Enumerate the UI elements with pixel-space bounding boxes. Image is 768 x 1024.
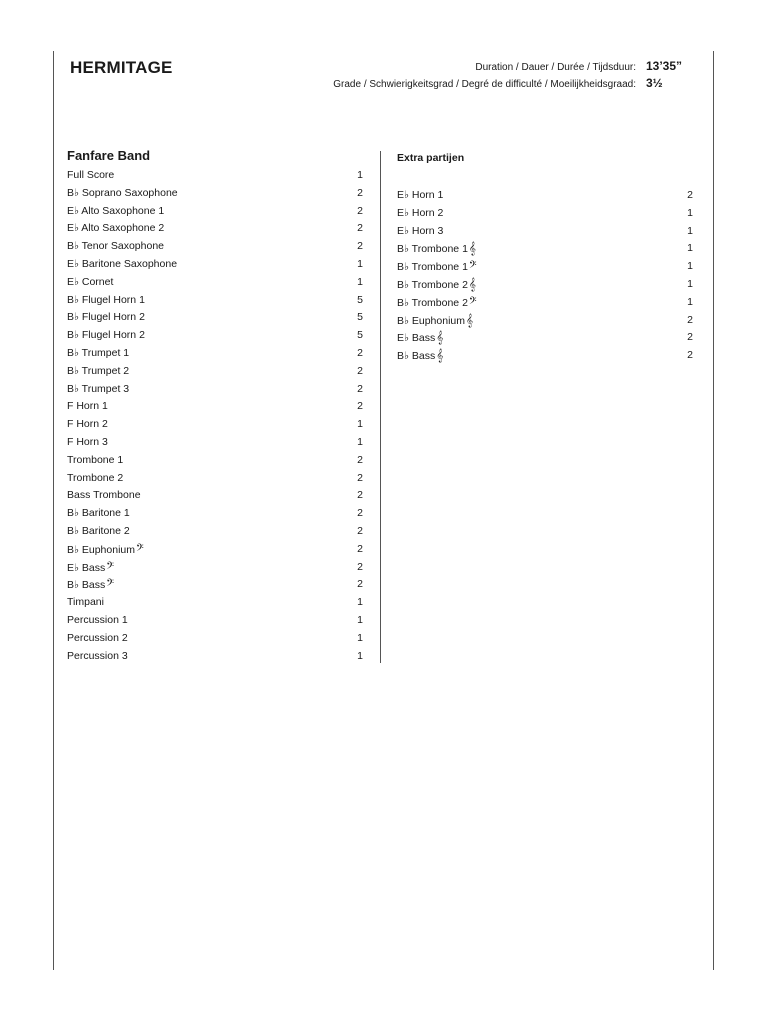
part-name-cell [67, 434, 108, 452]
fanfare-band-list [67, 147, 363, 665]
part-name: B♭ Trumpet 3 [67, 382, 130, 395]
part-row [67, 541, 363, 559]
part-name: F Horn 1 [67, 400, 108, 413]
fanfare-band-heading: Fanfare Band [67, 148, 151, 163]
part-name-cell [67, 559, 114, 577]
part-row [397, 347, 693, 365]
part-count: 1 [357, 275, 363, 288]
part-count: 5 [357, 293, 363, 306]
part-count: 2 [687, 349, 693, 362]
part-name-cell [67, 594, 104, 612]
part-count: 2 [357, 186, 363, 199]
part-row [67, 594, 363, 612]
part-count: 1 [357, 169, 363, 181]
duration-row [475, 59, 684, 73]
part-name: Timpani [67, 596, 104, 609]
page-title: HERMITAGE [70, 58, 173, 77]
part-count: 2 [357, 542, 363, 555]
part-name-cell [397, 276, 476, 294]
part-name: F Horn 3 [67, 435, 108, 448]
part-row [67, 363, 363, 381]
part-name: B♭ Trumpet 1 [67, 346, 130, 359]
part-count: 2 [357, 560, 363, 573]
part-name-cell [397, 329, 443, 347]
part-row [67, 203, 363, 221]
part-name: E♭ Horn 1 [397, 189, 444, 201]
part-name-cell [67, 256, 177, 274]
part-count: 2 [357, 578, 363, 591]
part-count: 1 [357, 418, 363, 431]
treble-clef-icon: 𝄞 [468, 241, 476, 256]
part-row [397, 312, 693, 330]
duration-value: 13’35” [646, 59, 683, 73]
part-name: B♭ Flugel Horn 1 [67, 293, 145, 306]
part-name: Percussion 3 [67, 649, 128, 662]
bass-clef-icon: 𝄢 [468, 294, 477, 309]
part-name: Full Score [67, 169, 115, 181]
part-count: 2 [687, 313, 693, 326]
grade-value: 3½ [646, 76, 663, 90]
extra-parts-list [397, 151, 693, 365]
part-count: 5 [357, 311, 363, 324]
part-row [67, 612, 363, 630]
part-name: B♭ Flugel Horn 2 [67, 329, 145, 342]
part-name-cell [67, 363, 129, 381]
part-name-cell [67, 220, 164, 238]
part-row [67, 309, 363, 327]
part-row [67, 292, 363, 310]
part-name-cell [67, 523, 130, 541]
part-name-cell [67, 470, 123, 488]
part-row [67, 238, 363, 256]
part-name: E♭ Horn 3 [397, 224, 444, 237]
part-row [67, 487, 363, 505]
part-name-cell [397, 223, 443, 241]
part-name: B♭ Soprano Saxophone [67, 186, 178, 199]
part-name: B♭ Trumpet 2 [67, 364, 130, 377]
part-count: 2 [357, 346, 363, 359]
part-row [67, 452, 363, 470]
part-name-cell [67, 167, 114, 185]
part-row [397, 205, 693, 223]
duration-label: Duration / Dauer / Durée / Tijdsduur: [475, 62, 636, 73]
bass-clef-icon: 𝄢 [136, 541, 144, 556]
part-name-cell [67, 309, 145, 327]
part-name-cell [67, 203, 164, 221]
part-count: 5 [357, 329, 363, 342]
part-name: B♭ Trombone 1 [397, 243, 468, 256]
part-name: F Horn 2 [67, 418, 108, 431]
part-row [67, 274, 363, 292]
part-name-cell [67, 648, 128, 666]
grade-label: Grade / Schwierigkeitsgrad / Degré de difficulté / Moeilijkheidsgraad: [333, 79, 636, 90]
extra-parts-heading: Extra partijen [397, 152, 465, 164]
part-name-cell [67, 274, 113, 292]
part-count: 1 [357, 435, 363, 448]
part-count: 1 [687, 260, 693, 273]
part-count: 2 [357, 453, 363, 466]
part-count: 2 [357, 507, 363, 520]
part-count: 2 [357, 382, 363, 395]
part-row [67, 345, 363, 363]
part-row [67, 398, 363, 416]
part-row [67, 523, 363, 541]
part-name-cell [397, 187, 443, 205]
treble-clef-icon: 𝄞 [436, 330, 444, 345]
part-name-cell [67, 185, 178, 203]
part-row [67, 559, 363, 577]
part-count: 1 [357, 596, 363, 609]
part-count: 1 [687, 206, 693, 219]
part-count: 2 [357, 471, 363, 484]
bass-clef-icon: 𝄢 [468, 259, 477, 274]
part-row [397, 187, 693, 205]
part-name: B♭ Baritone 1 [67, 507, 130, 520]
part-name: E♭ Cornet [67, 275, 114, 288]
part-row [67, 185, 363, 203]
part-name: B♭ Euphonium [397, 314, 465, 327]
part-count: 1 [687, 242, 693, 255]
part-row [67, 434, 363, 452]
column-divider [380, 151, 381, 663]
part-name: Percussion 1 [67, 613, 128, 626]
part-row [397, 223, 693, 241]
part-name: E♭ Bass [397, 332, 436, 345]
part-row [397, 294, 693, 312]
part-count: 1 [687, 224, 693, 237]
part-name: Trombone 1 [67, 453, 124, 466]
part-name: Percussion 2 [67, 631, 128, 644]
part-count: 1 [357, 649, 363, 662]
part-name: Bass Trombone [67, 489, 141, 502]
part-row [67, 327, 363, 345]
part-count: 2 [357, 489, 363, 502]
treble-clef-icon: 𝄞 [436, 348, 444, 363]
grade-row [333, 76, 684, 90]
part-count: 2 [357, 240, 363, 253]
part-name-cell [67, 238, 164, 256]
part-name: B♭ Tenor Saxophone [67, 240, 164, 253]
part-name-cell [67, 487, 141, 505]
part-count: 2 [357, 524, 363, 537]
part-name-cell [67, 576, 114, 594]
part-row [397, 276, 693, 294]
part-name-cell [67, 452, 123, 470]
part-name-cell [67, 612, 128, 630]
part-row [397, 240, 693, 258]
part-row [67, 505, 363, 523]
bass-clef-icon: 𝄢 [106, 577, 114, 592]
part-count: 2 [687, 189, 693, 201]
part-name: Trombone 2 [67, 471, 124, 484]
part-name: B♭ Trombone 2 [397, 278, 468, 291]
right-margin-line [713, 51, 714, 970]
part-count: 2 [357, 400, 363, 413]
part-name-cell [397, 347, 443, 365]
part-name-cell [397, 205, 443, 223]
part-row [67, 256, 363, 274]
part-row [67, 220, 363, 238]
part-name-cell [397, 312, 473, 330]
bass-clef-icon: 𝄢 [106, 559, 114, 574]
part-row [67, 470, 363, 488]
part-row [67, 576, 363, 594]
part-name: B♭ Baritone 2 [67, 524, 130, 537]
part-name-cell [67, 327, 145, 345]
part-name: E♭ Bass [67, 561, 106, 574]
part-count: 1 [357, 257, 363, 270]
part-name-cell [67, 416, 108, 434]
part-row [67, 167, 363, 185]
part-count: 1 [357, 613, 363, 626]
part-count: 1 [687, 277, 693, 290]
part-name: B♭ Bass [67, 579, 106, 592]
part-name-cell [67, 292, 145, 310]
treble-clef-icon: 𝄞 [466, 312, 474, 327]
left-margin-line [53, 51, 54, 970]
treble-clef-icon: 𝄞 [468, 276, 476, 291]
part-row [67, 416, 363, 434]
part-name-cell [67, 505, 130, 523]
part-name-cell [67, 630, 128, 648]
part-name: E♭ Alto Saxophone 1 [67, 204, 165, 217]
part-name-cell [397, 240, 476, 258]
part-count: 1 [357, 631, 363, 644]
part-name-cell [67, 345, 129, 363]
part-name-cell [67, 381, 129, 399]
part-row [67, 630, 363, 648]
part-count: 2 [687, 331, 693, 344]
part-name: B♭ Flugel Horn 2 [67, 311, 145, 324]
part-name: B♭ Trombone 2 [397, 296, 468, 309]
part-count: 2 [357, 204, 363, 217]
part-count: 2 [357, 222, 363, 235]
part-name-cell [67, 541, 144, 559]
part-name-cell [397, 294, 477, 312]
part-name-cell [67, 398, 108, 416]
part-name: E♭ Alto Saxophone 2 [67, 222, 165, 235]
part-row [67, 381, 363, 399]
part-name: E♭ Baritone Saxophone [67, 257, 178, 270]
part-row [67, 648, 363, 666]
part-row [397, 329, 693, 347]
part-name: B♭ Bass [397, 350, 436, 363]
part-row [397, 258, 693, 276]
part-count: 2 [357, 364, 363, 377]
part-name: E♭ Horn 2 [397, 206, 444, 219]
part-name: B♭ Trombone 1 [397, 261, 468, 274]
part-name-cell [397, 258, 477, 276]
part-name: B♭ Euphonium [67, 543, 135, 556]
part-count: 1 [687, 295, 693, 308]
